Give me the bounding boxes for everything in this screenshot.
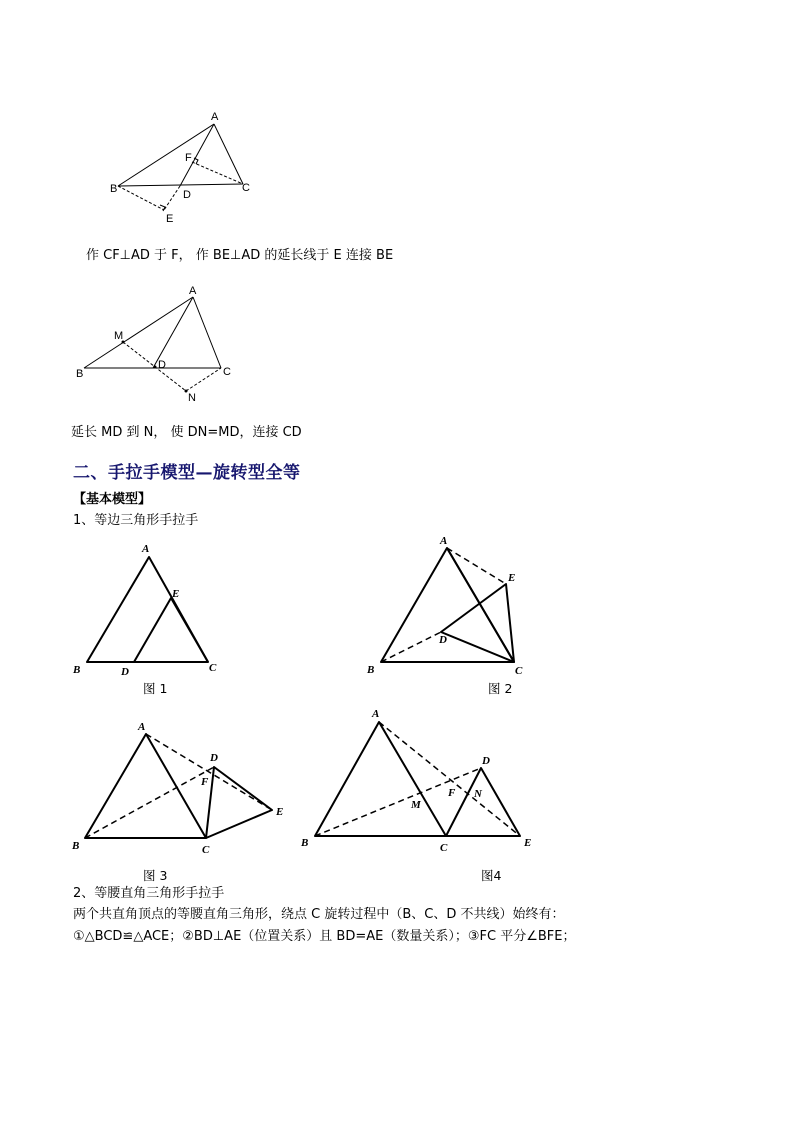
construction-note-2: 延长 MD 到 N， 使 DN=MD，连接 CD [71,425,302,440]
label-c: C [223,366,231,378]
label-d: D [210,752,218,764]
label-c: C [440,842,448,854]
geometry-figure-median-extension [72,280,242,405]
label-c: C [242,182,250,194]
basic-model-heading: 【基本模型】 [73,492,152,507]
label-a: A [189,285,197,297]
section-title: 二、手拉手模型—旋转型全等 [73,463,301,483]
figure-4-caption: 图4 [481,868,502,883]
label-d: D [482,755,490,767]
label-a: A [372,708,380,720]
label-c: C [202,844,210,856]
figure-1-caption: 图 1 [143,681,168,696]
item-1-heading: 1、等边三角形手拉手 [73,513,199,528]
label-b: B [367,664,375,676]
item-2-heading: 2、等腰直角三角形手拉手 [73,886,225,901]
label-m: M [114,330,124,342]
label-n: N [188,392,196,404]
label-b: B [76,368,84,380]
figure-4-equilateral-collinear [296,700,541,860]
label-d: D [439,634,447,646]
label-a: A [211,111,219,123]
label-n: N [474,788,482,800]
figure-3-equilateral-hand-in-hand [66,715,296,860]
label-e: E [172,588,180,600]
figure-3-caption: 图 3 [143,868,168,883]
label-b: B [73,664,81,676]
label-c: C [515,665,523,677]
figure-1-equilateral [68,538,228,678]
label-e: E [166,213,174,225]
label-f: F [201,776,209,788]
item-2-description: 两个共直角顶点的等腰直角三角形，绕点 C 旋转过程中（B、C、D 不共线）始终有： [73,907,565,922]
label-c: C [209,662,217,674]
figure-2-equilateral-rotated [362,528,537,678]
figure-2-caption: 图 2 [488,681,513,696]
construction-note-1: 作 CF⊥AD 于 F， 作 BE⊥AD 的延长线于 E 连接 BE [86,248,394,263]
label-f: F [448,787,456,799]
label-m: M [411,799,421,811]
label-d: D [121,666,129,678]
label-a: A [440,535,448,547]
label-b: B [301,837,309,849]
label-d: D [183,189,191,201]
label-b: B [72,840,80,852]
item-2-conclusions: ①△BCD≌△ACE；②BD⊥AE（位置关系）且 BD=AE（数量关系）；③FC 平分∠BFE； [73,929,576,944]
label-e: E [508,572,516,584]
label-b: B [110,183,118,195]
label-a: A [142,543,150,555]
label-f: F [185,152,192,164]
label-d: D [158,359,166,371]
geometry-figure-cf-be-perpendicular [100,105,270,230]
label-e: E [524,837,532,849]
label-a: A [138,721,146,733]
label-e: E [276,806,284,818]
